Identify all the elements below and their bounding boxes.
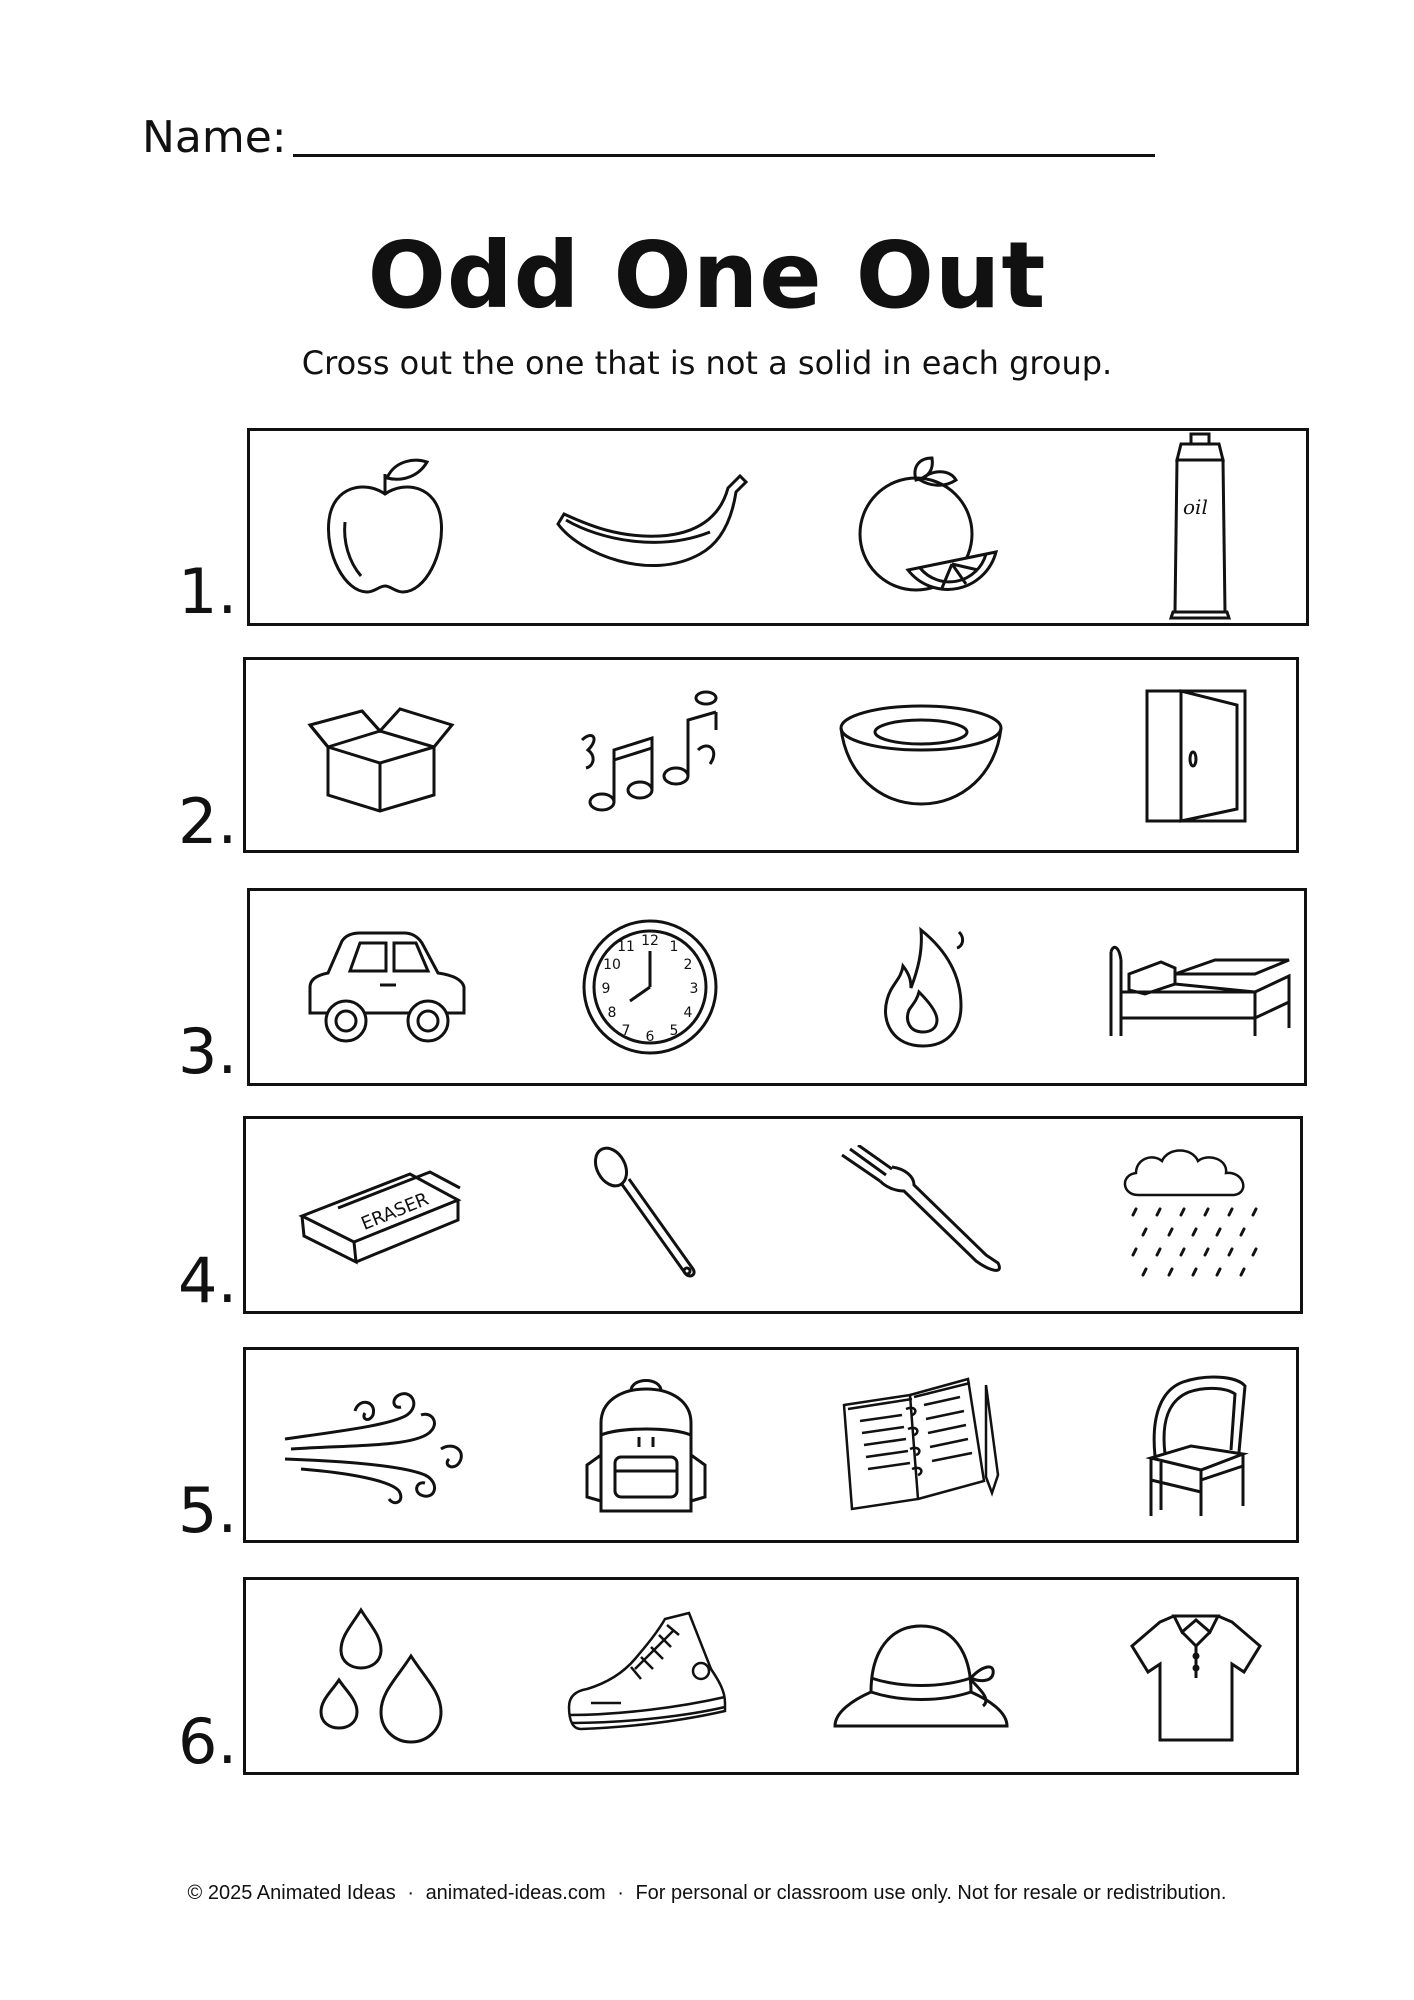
footer-separator: · bbox=[407, 1882, 414, 1904]
row-number-5: 5. bbox=[178, 1474, 238, 1547]
box-icon[interactable] bbox=[286, 660, 476, 850]
svg-text:7: 7 bbox=[621, 1023, 631, 1039]
name-field-row bbox=[142, 112, 1155, 163]
rain-cloud-icon[interactable] bbox=[1096, 1119, 1296, 1311]
row-box-5 bbox=[243, 1347, 1299, 1543]
apple-icon[interactable] bbox=[290, 431, 480, 623]
svg-text:9: 9 bbox=[601, 981, 611, 997]
water-drops-icon[interactable] bbox=[286, 1580, 476, 1772]
svg-text:oil: oil bbox=[1183, 495, 1208, 519]
website-link[interactable]: animated-ideas.com bbox=[425, 1882, 606, 1904]
row-box-1 bbox=[247, 428, 1309, 626]
row-box-3 bbox=[247, 888, 1307, 1086]
banana-icon[interactable] bbox=[530, 431, 770, 623]
copyright-text: © 2025 Animated Ideas bbox=[187, 1882, 396, 1904]
svg-text:2: 2 bbox=[683, 957, 693, 973]
footer-separator: · bbox=[617, 1882, 624, 1904]
hat-icon[interactable] bbox=[816, 1580, 1026, 1772]
license-text: For personal or classroom use only. Not for resale or redistribution. bbox=[635, 1882, 1227, 1904]
footer bbox=[0, 1882, 1414, 1905]
svg-text:8: 8 bbox=[607, 1005, 617, 1021]
clock-icon[interactable] bbox=[530, 891, 770, 1083]
row-box-4 bbox=[243, 1116, 1303, 1314]
svg-text:4: 4 bbox=[683, 1005, 693, 1021]
sneaker-icon[interactable] bbox=[526, 1580, 766, 1772]
instructions-text: Cross out the one that is not a solid in each group. bbox=[301, 344, 1113, 382]
row-box-2 bbox=[243, 657, 1299, 853]
bed-icon[interactable] bbox=[1100, 891, 1300, 1083]
svg-text:ERASER: ERASER bbox=[358, 1188, 432, 1235]
page-title: Odd One Out bbox=[367, 222, 1047, 329]
car-icon[interactable] bbox=[290, 891, 480, 1083]
row-number-3: 3. bbox=[178, 1015, 238, 1088]
name-label: Name: bbox=[142, 112, 287, 163]
svg-text:11: 11 bbox=[617, 939, 635, 955]
svg-text:3: 3 bbox=[689, 981, 699, 997]
row-number-1: 1. bbox=[178, 555, 238, 628]
wind-icon[interactable] bbox=[276, 1350, 486, 1540]
eraser-icon[interactable] bbox=[286, 1119, 476, 1311]
row-number-2: 2. bbox=[178, 785, 238, 858]
svg-text:12: 12 bbox=[641, 933, 659, 949]
svg-text:6: 6 bbox=[645, 1029, 655, 1045]
svg-text:10: 10 bbox=[603, 957, 621, 973]
spoon-icon[interactable] bbox=[526, 1119, 766, 1311]
orange-icon[interactable] bbox=[820, 431, 1030, 623]
door-icon[interactable] bbox=[1096, 660, 1296, 850]
name-blank-line[interactable] bbox=[293, 118, 1155, 157]
row-box-6 bbox=[243, 1577, 1299, 1775]
fire-icon[interactable] bbox=[820, 891, 1030, 1083]
row-number-6: 6. bbox=[178, 1705, 238, 1778]
svg-text:1: 1 bbox=[669, 939, 679, 955]
shirt-icon[interactable] bbox=[1096, 1580, 1296, 1772]
notebook-icon[interactable] bbox=[816, 1350, 1026, 1540]
oil-tube-icon[interactable] bbox=[1100, 431, 1300, 623]
music-notes-icon[interactable] bbox=[526, 660, 766, 850]
svg-text:5: 5 bbox=[669, 1023, 679, 1039]
bowl-icon[interactable] bbox=[816, 660, 1026, 850]
row-number-4: 4. bbox=[178, 1244, 238, 1317]
fork-icon[interactable] bbox=[816, 1119, 1026, 1311]
backpack-icon[interactable] bbox=[526, 1350, 766, 1540]
chair-icon[interactable] bbox=[1096, 1350, 1296, 1540]
